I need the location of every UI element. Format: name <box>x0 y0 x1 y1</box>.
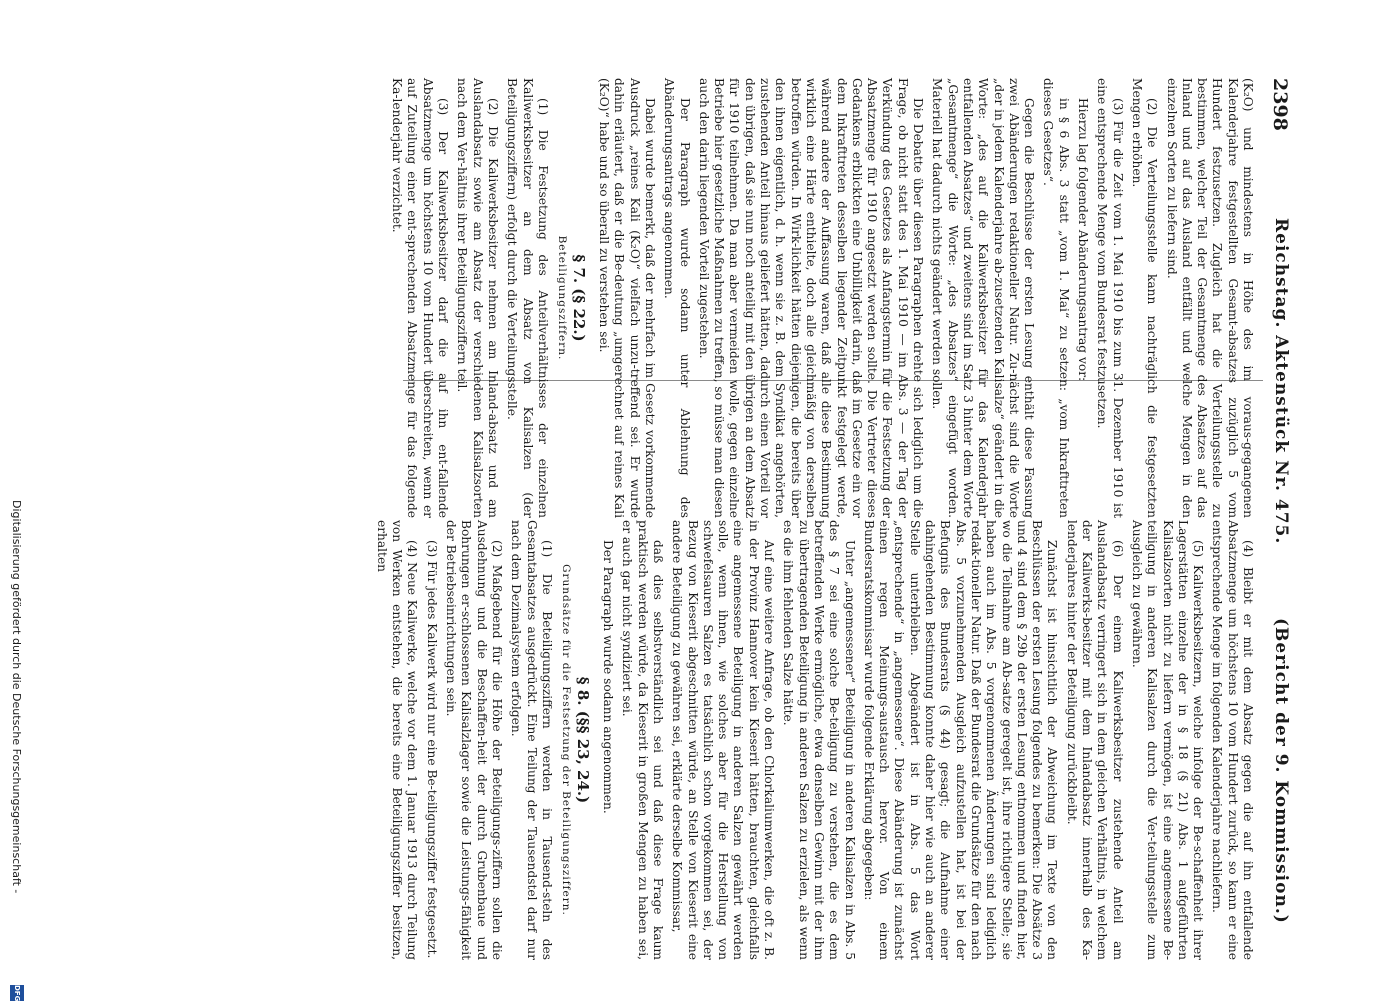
paragraph: Auf eine weitere Anfrage, ob den Chlorkaliumwerken, die oft z. B. in der Provinz Hannover kein Kieserit hätten, brauchten, gleichfalls eine angemessene Beteiligung in anderen Salzen gewährt werden solle, wenn ihnen, wie solches aber für die Herstellung von schwefelsauren Salzen es tatsächlich schon vorgekommen sei, der Bezug von Kieserit abgeschnitten würde, an Stelle von Kieserit eine andere Beteiligung zu gewähren sei, erklärte derselbe Kommissar, <box>670 520 777 960</box>
paragraph: (5) Kaliwerksbesitzern, welche infolge der Be-schaffenheit ihrer Lagerstätten einzelne der in § 18 (§ 21) Abs. 1 aufgeführten Kalisalzsorten nicht zu liefern vermögen, ist eine angemessene Be-teiligung in anderen Kalisalzen durch die Ver-teilungsstelle zum Ausgleich zu gewähren. <box>1129 520 1206 960</box>
header-title: Reichstag. Aktenstück Nr. 475. <box>1271 218 1291 545</box>
paragraph: Die Debatte über diesen Paragraphen drehte sich lediglich um die Frage, ob nicht statt des 1. Mai 1910 — im Abs. 3 — der Tag der Verkündung des Gesetzes als Anfangstermin für die Festsetzung der Absatzmenge für 1910 angesetzt werden sollte. Die Vertreter dieses Gedankens erblickten eine Unbilligkeit darin, daß im Gesetze ein vor dem Inkrafttreten desselben liegender Zeitpunkt festgelegt werde, während andere der Auffassung waren, daß alle diese Bestimmung wirklich eine Härte enthielte, doch alle gleichmäßig von derselben betroffen würden. In Wirk-lichkeit hätten diejenigen, die bereits über den ihnen eigentlich, d. h. wenn sie z. B. dem Syndikat angehörten, zustehenden Anteil hinaus geliefert hätten, dadurch einen Vorteil vor den übrigen, daß sie nun noch anteilig mit den übrigen an dem Absatz für 1910 teilnehmen. Da man aber vermeiden wolle, gegen einzelne Betriebe hier gesetzliche Maßnahmen zu treffen, so müsse man diesen auch den darin liegenden Vorteil zugestehen. <box>696 78 926 518</box>
dfg-logo: DFG <box>10 985 24 1001</box>
paragraph: (2) Die Kaliwerksbesitzer nehmen am Inland-absatz und am Auslandabsatz sowie am Absatz der verschiedenen Kalisalzsorten nach dem Ver-hältnis ihrer Beteiligungsziffern teil. <box>455 78 500 518</box>
left-column <box>390 78 1255 518</box>
digitization-note: Digitalisierung gefördert durch die Deutsche Forschungsgemeinschaft - <box>10 500 23 894</box>
paragraph: in § 6 Abs. 3 statt „vom 1. Mai“ zu setzen: „vom Inkrafttreten dieses Gesetzes“. <box>1041 78 1071 518</box>
paragraph: (4) Bleibt er mit dem Absatz gegen die auf ihn entfallende Absatzmenge um höchstens 10 vom Hundert zurück, so kann er eine entsprechende Menge im folgenden Kalenderjahre nachliefern. <box>1210 520 1255 960</box>
paragraph: Unter „angemessener“ Beteiligung in anderen Kalisalzen in Abs. 5 des § 7 sei eine solche Be-teiligung zu verstehen, die es dem betreffenden Werke ermögliche, etwa denselben Gewinn mit der ihm zu übertragenden Beteiligung in anderen Salzen zu erzielen, als wenn es die ihm fehlenden Salze hätte. <box>781 520 857 960</box>
paragraph: (1) Die Festsetzung des Anteilverhältnisses der einzelnen Kaliwerksbesitzer an dem Absatz von Kalisalzen (der Beteiligungsziffern) erfolgt durch die Verteilungsstelle. <box>505 78 550 518</box>
paragraph: (1) Die Beteiligungsziffern werden in Tausend-steln des Gesamtabsatzes ausgedrückt. Eine Teilung der Tausendstel darf nur nach dem Dezimalsystem erfolgen. <box>509 520 554 960</box>
paragraph: (3) Der Kaliwerksbesitzer darf die auf ihn ent-fallende Absatzmenge um höchstens 10 vom Hundert überschreiten, wenn er auf Zuteilung einer ent-sprechenden Absatzmenge für das folgende Ka-lenderjahr verzichtet. <box>390 78 451 518</box>
paragraph: (6) Der einem Kaliwerksbesitzer zustehende Anteil am Auslandabsatz verringert sich in dem gleichen Verhältnis, in welchem der Kaliwerks-besitzer mit dem Inlandabsatz innerhalb des Ka-lenderjahres hinter der Beteiligung zurückbleibt. <box>1064 520 1125 960</box>
paragraph: (2) Maßgebend für die Höhe der Beteiligungs-ziffern sollen die Ausdehnung und die Beschaffen-heit der durch Grubenbaue und Bohrungen er-schlossenen Kalisalzlager sowie die Leistungs-fähigkeit der Betriebseinrichtungen sein. <box>444 520 504 960</box>
section-heading: § 8. (§§ 23, 24.) <box>573 676 592 804</box>
paragraph: (4) Neue Kaliwerke, welche vor dem 1. Januar 1913 durch Teilung von Werken entstehen, die bereits eine Beteiligungsziffer besitzen, erhalten <box>374 520 420 960</box>
header-subtitle: (Bericht der 9. Kommission.) <box>1271 618 1291 924</box>
page-header <box>1267 78 1291 938</box>
section-subheading: Beteiligungsziffern. <box>555 235 568 361</box>
paragraph: (2) Die Verteilungsstelle kann nachträglich die festgesetzten Mengen erhöhen. <box>1129 78 1160 518</box>
paragraph: Hierzu lag folgender Abänderungsantrag vor: <box>1076 98 1091 382</box>
paragraph: Gegen die Beschlüsse der ersten Lesung enthält diese Fassung zwei Abänderungen redaktioneller Natur. Zu-nächst sind die Worte „der in jedem Kalenderjahre ab-zusetzenden Kalisalze“ geändert in die Worte: „des auf die Kaliwerksbesitzer für das Kalenderjahr entfallenden Absatzes“ und zweitens sind im Satz 3 hinter dem Worte „Gesamtmenge“ die Worte: „des Absatzes“ eingefügt worden. Materiell hat dadurch nichts geändert werden sollen. <box>930 78 1037 518</box>
right-column <box>374 520 1255 960</box>
section-subheading: Grundsätze für die Festsetzung der Beteiligungsziffern. <box>559 564 572 916</box>
paragraph: Dabei wurde bemerkt, daß der mehrfach im Gesetz vorkommende Ausdruck „reines Kali (K₂O)“ vielfach unzu-treffend sei. Er wurde dahin erläutert, daß er die Be-deutung „umgerechnet auf reines Kali (K₂O)“ habe und so überall zu verstehen sei. <box>597 78 658 518</box>
paragraph: Zunächst ist hinsichtlich der Abweichung im Texte von den Beschlüssen der ersten Lesung folgendes zu bemerken: Die Absätze 3 und 4 sind dem § 29b der ersten Lesung entnommen und finden hier, wo die Teilnahme am Ab-satze geregelt ist, ihre richtigere Stelle; sie haben auch im Abs. 5 vorgenommenen Änderungen sind lediglich redak-tioneller Natur. Daß der Bundesrat die Grundsätze für den nach Abs. 5 vorzunehmenden Ausgleich aufzustellen hat, ist bei der Befugnis des Bundesrats (§ 44) gesagt; die Aufnahme einer dahingehenden Bestimmung konnte daher hier wie auch an anderer Stelle unterbleiben. Abgeändert ist in Abs. 5 das Wort „entsprechende“ in „angemessene“. Diese Abänderung ist zunächst einen regen Meinungs-austausch hervor. Von einem Bundesratskommissar wurde folgende Erklärung abgegeben: <box>861 520 1060 960</box>
page-number: 2398 <box>1269 78 1291 131</box>
paragraph: Der Paragraph wurde sodann unter Ablehnung des Abänderungsantrags angenommen. <box>662 78 692 518</box>
paragraph: daß dies selbstverständlich sei und daß diese Frage kaum praktisch werden würde, da Kieserit in großen Mengen zu haben sei, er auch gar nicht syndiziert sei. <box>620 520 666 960</box>
paragraph: Der Paragraph wurde sodann angenommen. <box>601 540 616 814</box>
section-heading: § 7. (§ 22.) <box>569 254 588 342</box>
paragraph: (3) Für jedes Kaliwerk wird nur eine Be-teiligungsziffer festgesetzt. <box>424 540 439 959</box>
paragraph: (3) Für die Zeit vom 1. Mai 1910 bis zum 31. Dezember 1910 ist eine entsprechende Menge vom Bundesrat festzusetzen. <box>1095 78 1125 518</box>
paragraph: (K₂O) und mindestens in Höhe des im voraus-gegangenen Kalenderjahre festgestellten Gesamt-absatzes zuzüglich 5 vom Hundert festzusetzen. Zugleich hat die Verteilungsstelle zu bestimmen, welcher Teil der Gesamtmenge des Absatzes auf das Inland und auf das Ausland entfällt und welche Mengen in den einzelnen Sorten zu liefern sind. <box>1164 78 1255 518</box>
